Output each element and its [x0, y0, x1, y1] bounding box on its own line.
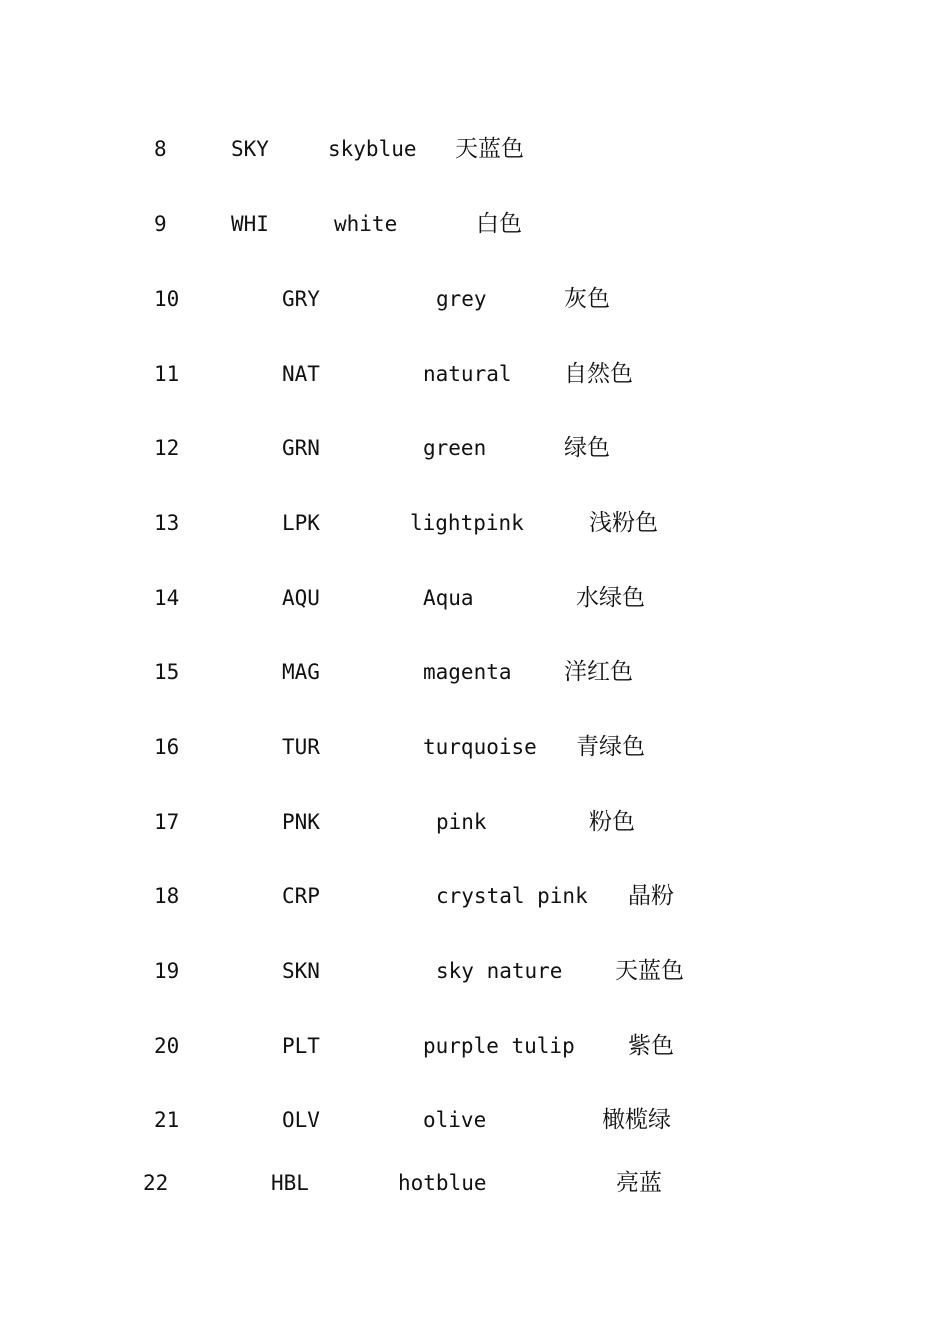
color-name-chinese: 青绿色 — [576, 734, 645, 760]
color-code: NAT — [282, 362, 320, 386]
color-code: AQU — [282, 586, 320, 610]
color-code: GRN — [282, 436, 320, 460]
color-name-chinese: 天蓝色 — [455, 136, 524, 162]
row-number: 14 — [154, 586, 180, 610]
color-name-chinese: 亮蓝 — [616, 1170, 662, 1196]
row-number: 22 — [143, 1171, 169, 1195]
color-code: OLV — [282, 1108, 320, 1132]
list-item — [0, 652, 950, 692]
color-name: white — [334, 212, 398, 236]
row-number: 21 — [154, 1108, 180, 1132]
list-item — [0, 503, 950, 543]
list-item — [0, 876, 950, 916]
color-name-chinese: 紫色 — [628, 1033, 674, 1059]
color-name-chinese: 橄榄绿 — [602, 1107, 671, 1133]
row-number: 10 — [154, 287, 180, 311]
color-name: grey — [436, 287, 487, 311]
list-item — [0, 802, 950, 842]
color-code: SKN — [282, 959, 320, 983]
color-name-chinese: 白色 — [476, 211, 522, 237]
color-code: HBL — [271, 1171, 309, 1195]
list-item — [0, 727, 950, 767]
row-number: 13 — [154, 511, 180, 535]
color-name: lightpink — [410, 511, 524, 535]
list-item — [0, 1100, 950, 1140]
row-number: 11 — [154, 362, 180, 386]
color-name: crystal pink — [436, 884, 588, 908]
list-item — [0, 279, 950, 319]
row-number: 19 — [154, 959, 180, 983]
list-item — [0, 951, 950, 991]
row-number: 18 — [154, 884, 180, 908]
color-name: Aqua — [423, 586, 474, 610]
color-name: sky nature — [436, 959, 563, 983]
color-name-chinese: 水绿色 — [576, 585, 645, 611]
list-item — [0, 129, 950, 169]
color-code: TUR — [282, 735, 320, 759]
color-name-chinese: 洋红色 — [564, 659, 633, 685]
row-number: 20 — [154, 1034, 180, 1058]
color-name-chinese: 晶粉 — [628, 883, 674, 909]
color-name: pink — [436, 810, 487, 834]
color-name: green — [423, 436, 487, 460]
color-name: purple tulip — [423, 1034, 575, 1058]
color-name-chinese: 绿色 — [564, 435, 610, 461]
list-item — [0, 1163, 950, 1203]
row-number: 9 — [154, 212, 167, 236]
color-code: CRP — [282, 884, 320, 908]
color-code: GRY — [282, 287, 320, 311]
row-number: 8 — [154, 137, 167, 161]
color-name: olive — [423, 1108, 487, 1132]
color-name-chinese: 粉色 — [589, 809, 635, 835]
list-item — [0, 354, 950, 394]
color-name-chinese: 灰色 — [564, 286, 610, 312]
row-number: 16 — [154, 735, 180, 759]
color-name-chinese: 自然色 — [564, 361, 633, 387]
color-code: MAG — [282, 660, 320, 684]
color-code: SKY — [231, 137, 269, 161]
row-number: 12 — [154, 436, 180, 460]
color-name-chinese: 浅粉色 — [589, 510, 658, 536]
color-code: PLT — [282, 1034, 320, 1058]
color-code: PNK — [282, 810, 320, 834]
list-item — [0, 428, 950, 468]
color-name: hotblue — [398, 1171, 487, 1195]
color-code: WHI — [231, 212, 269, 236]
list-item — [0, 1026, 950, 1066]
color-name: natural — [423, 362, 512, 386]
color-name: turquoise — [423, 735, 537, 759]
list-item — [0, 204, 950, 244]
color-name: magenta — [423, 660, 512, 684]
color-name: skyblue — [328, 137, 417, 161]
row-number: 17 — [154, 810, 180, 834]
color-name-chinese: 天蓝色 — [615, 958, 684, 984]
row-number: 15 — [154, 660, 180, 684]
color-code: LPK — [282, 511, 320, 535]
list-item — [0, 578, 950, 618]
